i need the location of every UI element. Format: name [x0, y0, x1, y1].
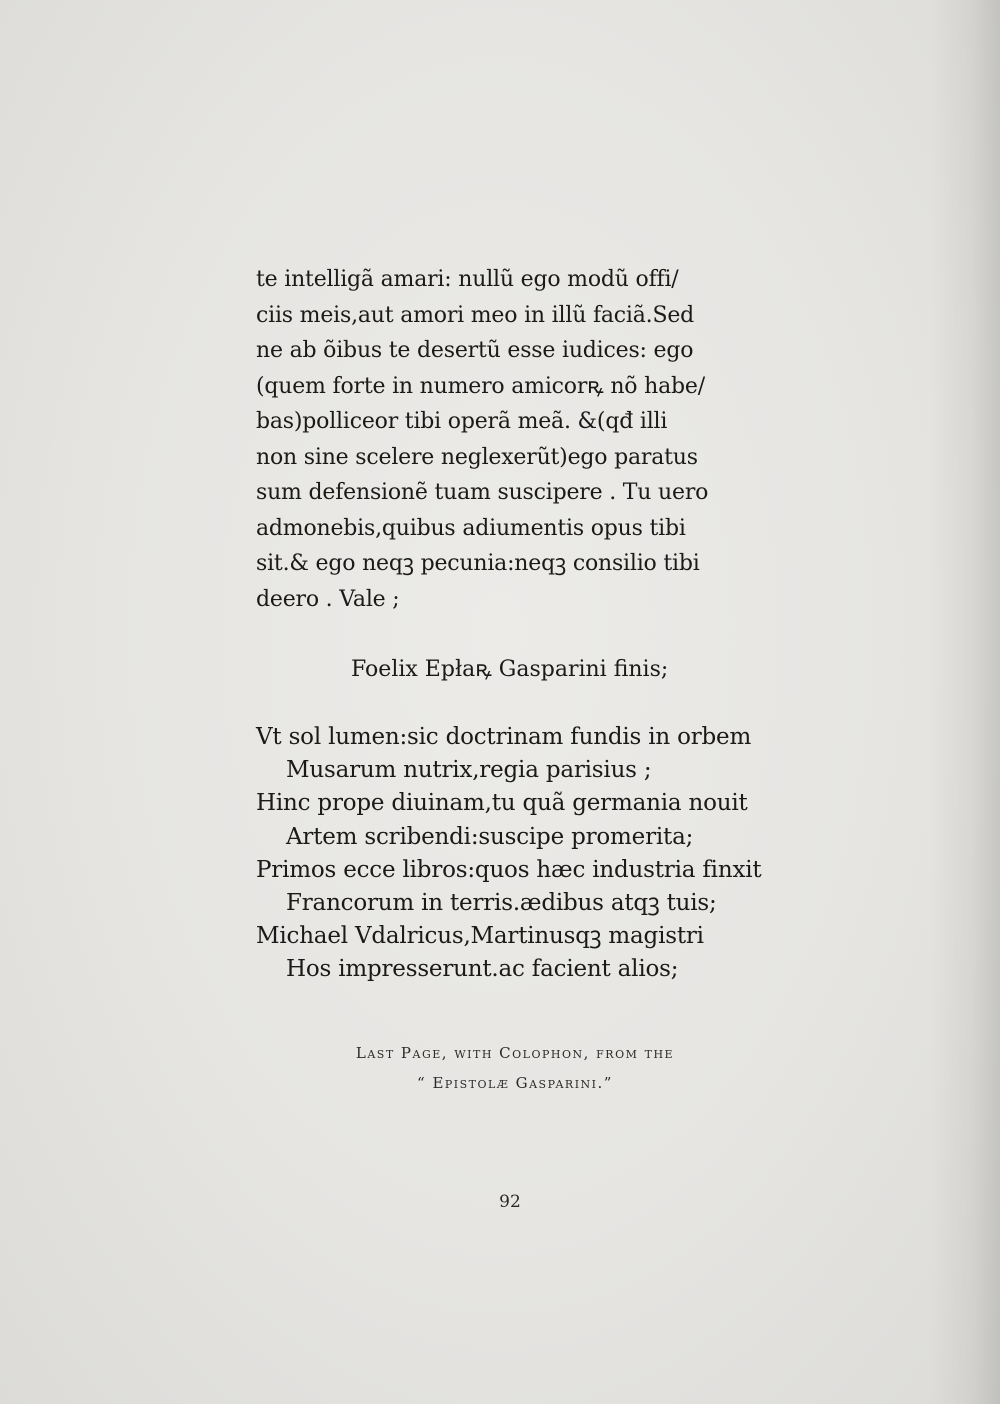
explicit-line: Foelix Epłaꝶ Gasparini finis; [351, 657, 669, 682]
text-line: deero . Vale ; [256, 586, 400, 612]
text-line: bas)polliceor tibi operã meã. &(qđ illi [256, 409, 668, 434]
page-edge-shadow [930, 0, 1000, 1404]
caption-line: Last Page, with Colophon, from the [355, 1044, 675, 1062]
text-line: admonebis,quibus adiumentis opus tibi [256, 515, 686, 541]
verse-line: Hinc prope diuinam,tu quã germania nouit [256, 790, 748, 817]
text-line: non sine scelere neglexerũt)ego paratus [256, 444, 698, 470]
verse-line: Artem scribendi:suscipe promerita; [286, 823, 694, 850]
page-number: 92 [499, 1192, 521, 1212]
letter-text-block [256, 262, 776, 617]
text-line: sit.& ego neqꝫ pecunia:neqꝫ consilio tibi [256, 551, 700, 576]
incunable-facsimile [256, 262, 776, 987]
text-line: ciis meis,aut amori meo in illũ faciã.Sed [256, 302, 695, 328]
verse-line: Musarum nutrix,regia parisius ; [286, 757, 652, 784]
figure-caption [250, 1038, 780, 1098]
text-line: te intelligã amari: nullũ ego modũ offi/ [256, 267, 679, 292]
text-line: sum defensionẽ tuam suscipere . Tu uero [256, 480, 709, 505]
verse-line: Vt sol lumen:sic doctrinam fundis in orbem [256, 724, 752, 750]
verse-line: Francorum in terris.ædibus atqꝫ tuis; [286, 889, 717, 916]
verse-line: Michael Vdalricus,Martinusqꝫ magistri [256, 923, 704, 950]
caption-line: “ Epistolæ Gasparini.” [417, 1074, 613, 1092]
text-line: ne ab õibus te desertũ esse iudices: ego [256, 338, 694, 363]
verse-line: Hos impresserunt.ac facient alios; [286, 956, 679, 983]
text-line: (quem forte in numero amicorꝶ nõ habe/ [256, 373, 705, 399]
colophon-verse [256, 721, 776, 987]
verse-line: Primos ecce libros:quos hæc industria finxit [256, 856, 762, 883]
